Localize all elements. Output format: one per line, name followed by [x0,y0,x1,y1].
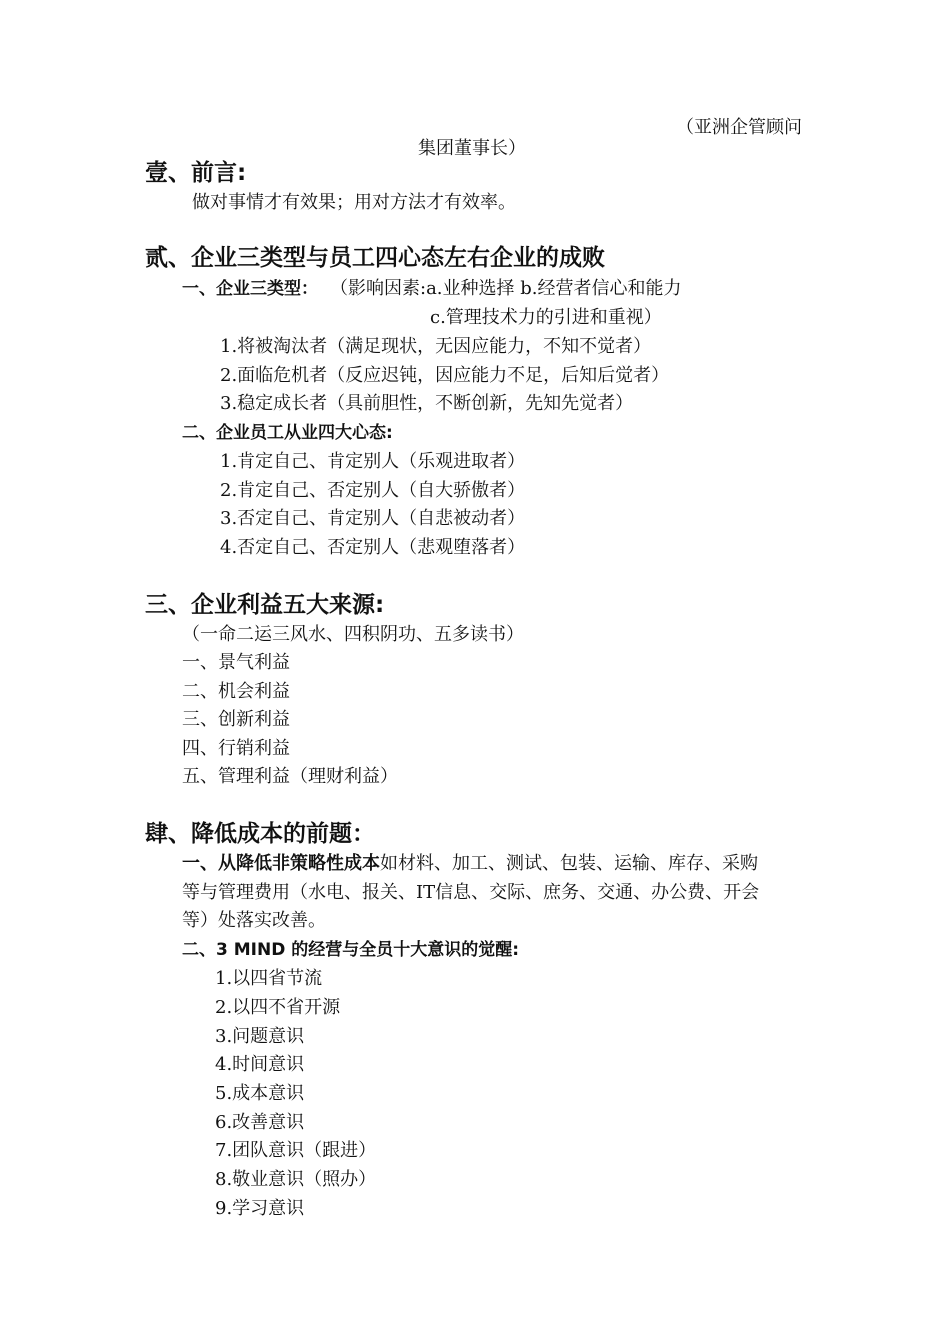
section4-sub2-label: 二、3 MIND 的经营与全员十大意识的觉醒: [182,940,520,960]
section4-title: 肆、降低成本的前题： [145,821,375,847]
section2-sub1-note-line1: （影响因素:a.业种选择 b.经营者信心和能力 [330,278,682,299]
author-title-line1: （亚洲企管顾问 [676,117,802,138]
list-item: 五、管理利益（理财利益） [182,766,398,787]
list-item: 6.改善意识 [215,1112,305,1133]
list-item: 7.团队意识（跟进） [215,1140,377,1161]
section1-text: 做对事情才有效果；用对方法才有效率。 [192,192,516,213]
author-title-line2: 集团董事长） [418,138,526,159]
list-item: 四、行销利益 [182,738,290,759]
list-item: 8.敬业意识（照办） [215,1169,377,1190]
list-item: 4.时间意识 [215,1054,305,1075]
list-item: 1.肯定自己、肯定别人（乐观进取者） [220,451,526,472]
list-item: 1.将被淘汰者（满足现状，无因应能力，不知不觉者） [220,336,652,357]
list-item: 一、景气利益 [182,652,290,673]
section3-note: （一命二运三风水、四积阴功、五多读书） [182,624,524,645]
list-item: 2.肯定自己、否定别人（自大骄傲者） [220,480,526,501]
list-item: 3.稳定成长者（具前胆性，不断创新，先知先觉者） [220,393,634,414]
list-item: 4.否定自己、否定别人（悲观堕落者） [220,537,526,558]
section3-title: 三、企业利益五大来源: [145,592,385,618]
section4-sub1-text-line2: 等与管理费用（水电、报关、IT信息、交际、庶务、交通、办公费、开会 [182,882,760,903]
list-item: 三、创新利益 [182,709,290,730]
list-item: 3.问题意识 [215,1026,305,1047]
section2-title: 贰、企业三类型与员工四心态左右企业的成败 [145,245,605,271]
list-item: 3.否定自己、肯定别人（自悲被动者） [220,508,526,529]
section1-title: 壹、前言: [145,160,247,186]
section4-sub1-text-line3: 等）处落实改善。 [182,910,326,931]
list-item: 2.面临危机者（反应迟钝，因应能力不足，后知后觉者） [220,365,670,386]
section2-sub2-label: 二、企业员工从业四大心态: [182,423,393,443]
section4-sub1-line1 [182,851,758,877]
list-item: 1.以四省节流 [215,968,323,989]
section2-sub1-note-line2: c.管理技术力的引进和重视） [430,307,662,328]
section2-sub1-label: 一、企业三类型： [182,279,318,299]
list-item: 二、机会利益 [182,681,290,702]
section4-sub1-label: 一、从降低非策略性成本 [182,853,380,874]
list-item: 2.以四不省开源 [215,997,341,1018]
section4-sub1-text-line1: 如材料、加工、测试、包装、运输、库存、采购 [380,853,758,874]
list-item: 5.成本意识 [215,1083,305,1104]
list-item: 9.学习意识 [215,1198,305,1219]
